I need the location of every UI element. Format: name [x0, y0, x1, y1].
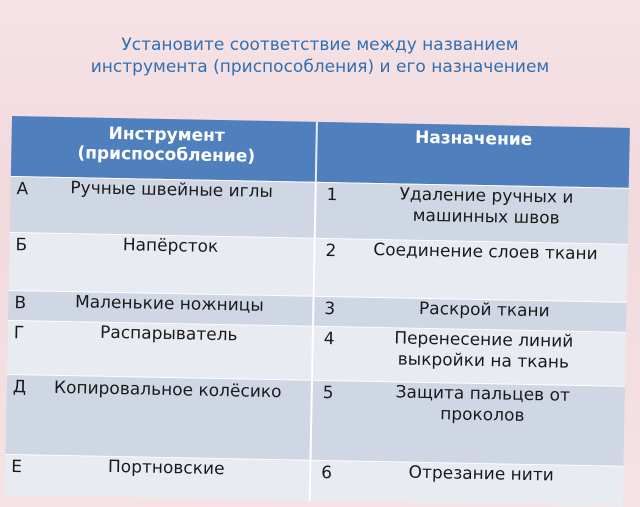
row-number: 4: [323, 329, 335, 350]
row-letter: В: [14, 293, 27, 314]
row-letter: Б: [15, 235, 28, 256]
tool-name: Ручные швейные иглы: [70, 178, 274, 203]
tool-purpose: Удаление ручных и машинных швов: [399, 184, 574, 229]
title-line-2: инструмента (приспособления) и его назначением: [90, 57, 550, 77]
row-letter: Д: [12, 377, 27, 398]
row-number: 3: [324, 299, 336, 320]
title-line-1: Установите соответствие между названием: [121, 35, 519, 55]
tool-name: Портновские: [107, 456, 225, 480]
row-number: 5: [322, 383, 334, 404]
row-letter: А: [16, 179, 29, 200]
row-number: 6: [321, 463, 333, 484]
row-number: 2: [325, 241, 337, 262]
table-row: [5, 374, 624, 467]
tool-name: Маленькие ножницы: [74, 292, 264, 316]
row-number: 1: [326, 185, 338, 206]
page-title: [0, 34, 640, 78]
header-purpose: Назначение: [414, 127, 533, 150]
tool-name: Распарыватель: [99, 322, 238, 346]
tool-purpose: Раскрой ткани: [418, 298, 550, 322]
tool-name: Напёрсток: [122, 235, 219, 257]
row-letter: Г: [13, 323, 25, 344]
matching-table: [5, 116, 630, 492]
tool-purpose: Перенесение линий выкройки на ткань: [394, 328, 574, 373]
tool-purpose: Соединение слоев ткани: [373, 239, 598, 265]
tool-name: Копировальное колёсико: [53, 377, 282, 403]
tool-purpose: Защита пальцев от проколов: [395, 382, 571, 426]
tool-purpose: Отрезание нити: [408, 462, 554, 486]
header-tool: Инструмент (приспособление): [77, 123, 256, 167]
row-letter: Е: [11, 457, 23, 478]
